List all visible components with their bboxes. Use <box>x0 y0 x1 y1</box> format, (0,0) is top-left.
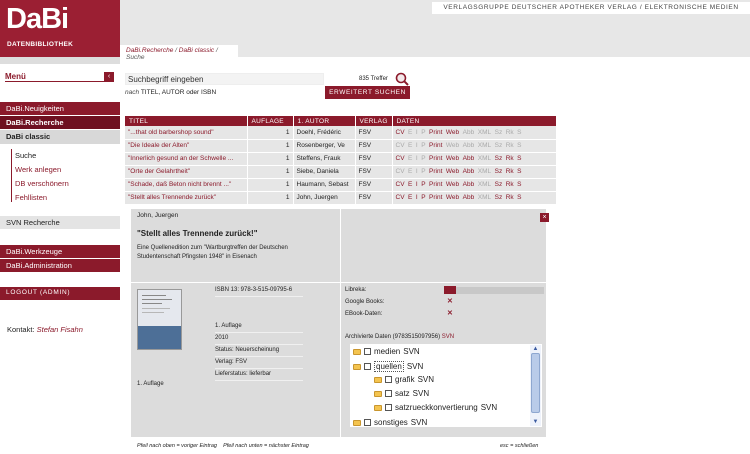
tree-node-label: satz <box>395 389 410 398</box>
column-header-daten: DATEN <box>392 116 557 126</box>
folder-icon <box>374 377 382 383</box>
tree-checkbox[interactable] <box>364 363 371 370</box>
libreka-bar <box>456 287 544 294</box>
detail-isbn: ISBN 13: 978-3-515-09795-6 <box>215 285 303 297</box>
data-flag-abb[interactable]: Abb <box>462 194 475 201</box>
collapse-menu-icon[interactable]: ‹ <box>104 72 114 81</box>
result-data-flags <box>392 178 557 191</box>
google-books-x-icon: ✕ <box>447 298 453 305</box>
tree-node-tag: SVN <box>403 347 420 356</box>
data-flag-sz[interactable]: Sz <box>494 194 503 201</box>
breadcrumb-current: Suche <box>126 54 145 61</box>
logout-button[interactable]: LOGOUT (ADMIN) <box>0 287 120 300</box>
folder-open-icon <box>353 364 361 370</box>
sidebar-item-classic[interactable]: DaBi classic <box>0 130 120 144</box>
result-title[interactable]: "Orte der Gelahrtheit" <box>125 165 247 178</box>
result-data-flags <box>392 126 557 139</box>
data-flag-p[interactable]: P <box>421 194 426 201</box>
data-flag-web[interactable]: Web <box>445 181 460 188</box>
book-cover-image <box>137 289 182 350</box>
result-title[interactable]: "Innerlich gesund an der Schwelle ... <box>125 152 247 165</box>
data-flag-web[interactable]: Web <box>445 128 460 136</box>
data-flag-web[interactable]: Web <box>445 194 460 201</box>
data-flag-print[interactable]: Print <box>429 168 443 175</box>
detail-author: John, Juergen <box>137 212 179 219</box>
data-flag-sz: Sz <box>494 142 503 149</box>
sidebar-item-werkzeuge[interactable]: DaBi.Werkzeuge <box>0 245 120 258</box>
data-flag-xml: XML <box>477 155 492 162</box>
result-auflage: 1 <box>247 152 293 165</box>
result-auflage: 1 <box>247 165 293 178</box>
result-verlag: FSV <box>355 139 392 152</box>
table-row[interactable] <box>125 165 557 178</box>
data-flag-cv[interactable]: CV <box>395 194 405 201</box>
data-flag-rk[interactable]: Rk <box>505 168 514 175</box>
sidebar-item-svn-recherche[interactable]: SVN Recherche <box>0 216 120 229</box>
archived-data-label <box>345 334 454 340</box>
detail-auflage: 1. Auflage <box>215 321 303 333</box>
data-flag-rk[interactable]: Rk <box>505 181 514 188</box>
detail-lieferstatus: Lieferstatus: lieferbar <box>215 369 303 381</box>
result-auflage: 1 <box>247 178 293 191</box>
data-flag-print[interactable]: Print <box>429 142 443 149</box>
data-flag-xml: XML <box>477 128 492 136</box>
search-hint <box>125 89 216 96</box>
scroll-down-icon[interactable]: ▼ <box>532 419 539 425</box>
data-flag-p: P <box>421 128 426 136</box>
data-flag-e[interactable]: E <box>408 181 413 188</box>
data-flag-web[interactable]: Web <box>445 168 460 175</box>
data-flag-p: P <box>421 142 426 149</box>
table-header-row <box>125 116 557 126</box>
contact-link[interactable]: Stefan Fisahn <box>36 325 83 334</box>
data-flag-xml: XML <box>477 142 492 149</box>
data-flag-p: P <box>421 155 426 162</box>
table-row[interactable] <box>125 191 557 204</box>
data-flag-s[interactable]: S <box>517 194 522 201</box>
data-flag-xml: XML <box>477 181 492 188</box>
column-header-auflage[interactable]: AUFLAGE <box>247 116 293 126</box>
data-flag-e: E <box>408 142 413 149</box>
svn-tree <box>350 344 542 427</box>
data-flag-xml: XML <box>477 168 492 175</box>
result-title[interactable]: "Die Ideale der Alten" <box>125 139 247 152</box>
data-flag-cv: CV <box>395 142 405 149</box>
data-flag-cv[interactable]: CV <box>395 128 405 136</box>
tree-node-label: quellen <box>376 362 402 371</box>
data-flag-i: I <box>415 142 418 149</box>
result-data-flags <box>392 152 557 165</box>
logo-shade <box>0 57 120 64</box>
column-header-autor[interactable]: 1. AUTOR <box>293 116 355 126</box>
data-flag-s: S <box>517 142 522 149</box>
data-flag-s[interactable]: S <box>517 155 522 162</box>
data-flag-sz[interactable]: Sz <box>494 155 503 162</box>
folder-icon <box>353 420 361 426</box>
contact <box>7 325 83 334</box>
detail-title: "Stellt alles Trennende zurück!" <box>137 229 258 238</box>
data-flag-xml: XML <box>477 194 492 201</box>
folder-icon <box>374 391 382 397</box>
result-auflage: 1 <box>247 126 293 139</box>
data-flag-s: S <box>517 128 522 136</box>
data-flag-abb: Abb <box>462 128 475 136</box>
result-verlag: FSV <box>355 191 392 204</box>
data-flag-cv[interactable]: CV <box>395 181 405 188</box>
data-flag-rk[interactable]: Rk <box>505 194 514 201</box>
data-flag-rk[interactable]: Rk <box>505 155 514 162</box>
scroll-up-icon[interactable]: ▲ <box>532 346 539 352</box>
result-title[interactable]: "...that old barbershop sound" <box>125 126 247 139</box>
logo-subtitle: DATENBIBLIOTHEK <box>7 41 74 48</box>
tree-node-sonstiges[interactable] <box>353 418 427 427</box>
data-flag-i[interactable]: I <box>415 181 418 188</box>
data-flag-print[interactable]: Print <box>429 155 443 162</box>
data-flag-rk: Rk <box>505 142 514 149</box>
data-flag-abb[interactable]: Abb <box>462 155 475 162</box>
data-flag-print[interactable]: Print <box>429 194 443 201</box>
sidebar-item-werk-anlegen[interactable]: Werk anlegen <box>15 165 62 174</box>
scrollbar-thumb[interactable] <box>531 353 540 413</box>
results-table <box>125 116 557 205</box>
result-data-flags <box>392 191 557 204</box>
data-flag-print[interactable]: Print <box>429 128 443 136</box>
ebook-x-icon: ✕ <box>447 310 453 317</box>
search-input[interactable]: Suchbegriff eingeben <box>125 73 324 85</box>
data-flag-s[interactable]: S <box>517 168 522 175</box>
table-row[interactable] <box>125 178 557 191</box>
menu-title: Menü <box>5 72 26 81</box>
detail-year: 2010 <box>215 333 303 345</box>
data-flag-e: E <box>408 168 413 175</box>
tree-node-quellen[interactable] <box>353 361 423 372</box>
esc-hint: esc = schließen <box>500 443 539 449</box>
column-header-verlag[interactable]: VERLAG <box>355 116 392 126</box>
libreka-icon[interactable] <box>444 286 456 294</box>
column-header-titel[interactable]: TITEL <box>125 116 247 126</box>
folder-icon <box>353 349 361 355</box>
search-icon[interactable] <box>395 72 409 86</box>
result-title[interactable]: "Schade, daß Beton nicht brennt ..." <box>125 178 247 191</box>
tree-node-label: sonstiges <box>374 418 408 427</box>
sidebar-item-fehllisten[interactable]: Fehllisten <box>15 193 48 202</box>
data-flag-abb[interactable]: Abb <box>462 168 475 175</box>
breadcrumb-recherche[interactable]: DaBi.Recherche <box>126 47 174 54</box>
result-author: Doehl, Frédéric <box>293 126 355 139</box>
ebook-label: EBook-Daten: <box>345 311 383 317</box>
data-flag-i: I <box>415 155 418 162</box>
tree-node-tag: SVN <box>410 418 428 427</box>
keyboard-hint: Pfeil nach oben = voriger Eintrag Pfeil nach unten = nächster Eintrag <box>137 443 309 449</box>
tree-node-tag: SVN <box>406 362 424 371</box>
result-auflage: 1 <box>247 139 293 152</box>
data-flag-e: E <box>408 128 413 136</box>
result-author: Rosenberger, Ve <box>293 139 355 152</box>
data-flag-abb: Abb <box>462 142 475 149</box>
data-flag-e[interactable]: E <box>408 194 413 201</box>
advanced-search-button[interactable]: ERWEITERT SUCHEN <box>325 86 410 99</box>
data-flag-p: P <box>421 168 426 175</box>
result-author: John, Juergen <box>293 191 355 204</box>
result-verlag: FSV <box>355 178 392 191</box>
tree-checkbox[interactable] <box>364 419 371 426</box>
logo-text: DaBi <box>6 3 69 35</box>
sidebar-item-suche[interactable]: Suche <box>15 151 37 160</box>
libreka-label: Libreka: <box>345 287 367 293</box>
tree-node-label: grafik <box>395 375 415 384</box>
table-row[interactable] <box>125 139 557 152</box>
result-verlag: FSV <box>355 165 392 178</box>
result-verlag: FSV <box>355 152 392 165</box>
data-flag-cv: CV <box>395 168 405 175</box>
breadcrumb <box>120 45 238 61</box>
menu-divider <box>5 81 114 82</box>
result-auflage: 1 <box>247 191 293 204</box>
data-flag-sz[interactable]: Sz <box>494 168 503 175</box>
data-flag-p[interactable]: P <box>421 181 426 188</box>
tree-node-label: medien <box>374 347 401 356</box>
tree-node-satzrueckkonvertierung[interactable] <box>374 403 497 412</box>
contact-label: Kontakt: <box>7 325 35 334</box>
sidebar-item-recherche[interactable]: DaBi.Recherche <box>0 116 120 129</box>
detail-status: Status: Neuerscheinung <box>215 345 303 357</box>
hit-count: 835 Treffer <box>359 76 388 82</box>
tree-node-label: satzrueckkonvertierung <box>395 403 478 412</box>
data-flag-i[interactable]: I <box>415 194 418 201</box>
search-hint-prefix: nach <box>125 89 140 96</box>
result-title[interactable]: "Stellt alles Trennende zurück" <box>125 191 247 204</box>
tree-checkbox[interactable] <box>385 404 392 411</box>
data-flag-print[interactable]: Print <box>429 181 443 188</box>
result-author: Haumann, Sebast <box>293 178 355 191</box>
search-hint-fields: TITEL, AUTOR oder ISBN <box>140 89 217 96</box>
data-flag-e: E <box>408 155 413 162</box>
tree-checkbox[interactable] <box>385 390 392 397</box>
result-data-flags <box>392 165 557 178</box>
data-flag-cv[interactable]: CV <box>395 155 405 162</box>
result-author: Steffens, Frauk <box>293 152 355 165</box>
data-flag-s[interactable]: S <box>517 181 522 188</box>
folder-icon <box>374 405 382 411</box>
breadcrumb-classic[interactable]: DaBi classic <box>178 47 215 54</box>
detail-divider <box>131 282 546 283</box>
archived-data-text: Archivierte Daten (9783515097956) <box>345 334 441 340</box>
tree-node-tag: SVN <box>480 403 498 412</box>
data-flag-web[interactable]: Web <box>445 155 460 162</box>
data-flag-rk: Rk <box>505 128 514 136</box>
detail-auflage-left: 1. Auflage <box>137 381 164 387</box>
detail-divider <box>340 209 341 437</box>
archived-svn-link[interactable]: SVN <box>441 334 455 340</box>
submenu-line <box>11 149 12 202</box>
data-flag-i: I <box>415 168 418 175</box>
result-data-flags <box>392 139 557 152</box>
data-flag-web: Web <box>445 142 460 149</box>
sidebar-item-db-verschoenern[interactable]: DB verschönern <box>15 179 69 188</box>
tree-node-tag: SVN <box>412 389 430 398</box>
table-row[interactable] <box>125 152 557 165</box>
tree-node-satz[interactable] <box>374 389 429 398</box>
tree-checkbox[interactable] <box>385 376 392 383</box>
logo[interactable] <box>0 0 120 57</box>
sidebar-item-neuigkeiten[interactable]: DaBi.Neuigkeiten <box>0 102 120 115</box>
data-flag-abb[interactable]: Abb <box>462 181 475 188</box>
table-row[interactable] <box>125 126 557 139</box>
tree-checkbox[interactable] <box>364 348 371 355</box>
tree-node-tag: SVN <box>417 375 435 384</box>
data-flag-sz: Sz <box>494 128 503 136</box>
detail-verlag: Verlag: FSV <box>215 357 303 369</box>
publisher-tab: VERLAGSGRUPPE DEUTSCHER APOTHEKER VERLAG / ELEKTRONISCHE MEDIEN <box>432 2 750 14</box>
data-flag-i: I <box>415 128 418 136</box>
tree-node-grafik[interactable] <box>374 375 434 384</box>
sidebar-item-administration[interactable]: DaBi.Administration <box>0 259 120 272</box>
tree-node-medien[interactable] <box>353 347 420 356</box>
detail-description: Eine Quellenedition zum "Wartburgtreffen der Deutschen Studentenschaft Pfingsten 1948" in Eisenach <box>137 245 288 260</box>
breadcrumb-separator: / <box>175 47 177 54</box>
result-verlag: FSV <box>355 126 392 139</box>
breadcrumb-separator: / <box>215 47 218 54</box>
data-flag-sz[interactable]: Sz <box>494 181 503 188</box>
google-books-label: Google Books: <box>345 299 385 305</box>
close-icon[interactable]: × <box>540 213 549 222</box>
result-author: Siebe, Daniela <box>293 165 355 178</box>
